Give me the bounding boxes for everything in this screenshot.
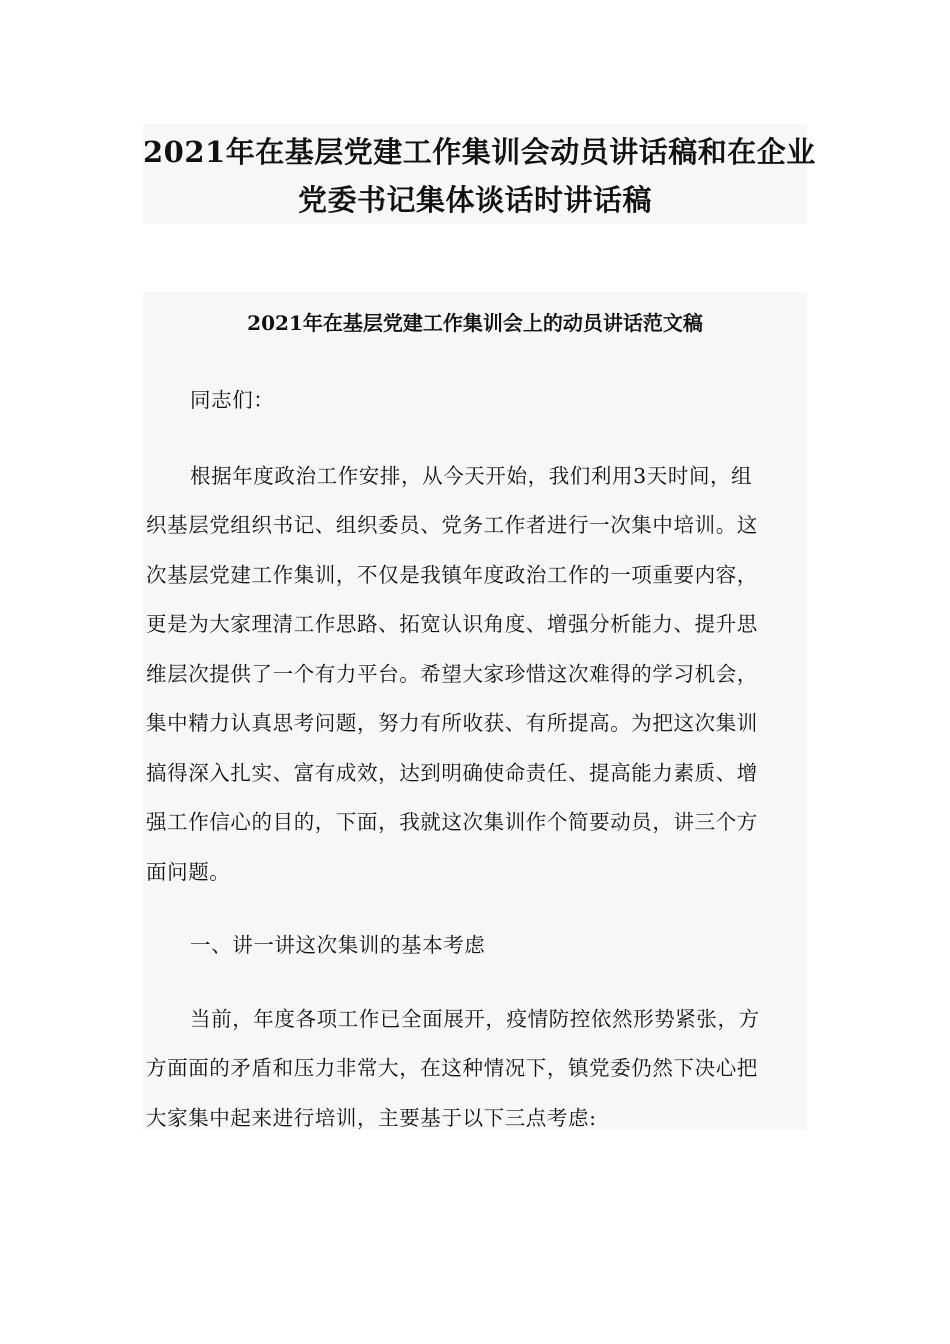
document-title — [143, 124, 816, 224]
title-line-1: 2021年在基层党建工作集训会动员讲话稿和在企业 — [143, 135, 816, 169]
paragraph-line: 次基层党建工作集训，不仅是我镇年度政治工作的一项重要内容， — [146, 562, 758, 587]
paragraph-line: 集中精力认真思考问题，努力有所收获、有所提高。为把这次集训 — [146, 711, 758, 735]
section-heading-text: 一、讲一讲这次集训的基本考虑 — [190, 933, 486, 957]
title-line-2: 党委书记集体谈话时讲话稿 — [297, 183, 652, 217]
greeting — [146, 376, 804, 426]
paragraph-line: 织基层党组织书记、组织委员、党务工作者进行一次集中培训。这 — [146, 513, 758, 537]
paragraph-line: 强工作信心的目的，下面，我就这次集训作个简要动员，讲三个方 — [146, 810, 758, 834]
paragraph-line: 根据年度政治工作安排，从今天开始，我们利用3天时间，组 — [190, 463, 753, 488]
section-heading — [146, 921, 804, 971]
paragraph-2 — [146, 995, 804, 1144]
paragraph-line: 方面面的矛盾和压力非常大，在这种情况下，镇党委仍然下决心把 — [146, 1056, 758, 1080]
section-subtitle: 2021年在基层党建工作集训会上的动员讲话范文稿 — [247, 311, 703, 335]
paragraph-line: 更是为大家理清工作思路、拓宽认识角度、增强分析能力、提升思 — [146, 612, 758, 636]
paragraph-1 — [146, 452, 804, 898]
greeting-text: 同志们： — [190, 388, 275, 412]
paragraph-line: 搞得深入扎实、富有成效，达到明确使命责任、提高能力素质、增 — [146, 760, 758, 785]
document-body — [143, 292, 807, 1130]
paragraph-line: 维层次提供了一个有力平台。希望大家珍惜这次难得的学习机会， — [146, 661, 758, 686]
paragraph-line: 面问题。 — [146, 859, 231, 884]
paragraph-line: 大家集中起来进行培训，主要基于以下三点考虑: — [146, 1105, 597, 1130]
paragraph-line: 当前，年度各项工作已全面展开，疫情防控依然形势紧张，方 — [190, 1006, 760, 1031]
